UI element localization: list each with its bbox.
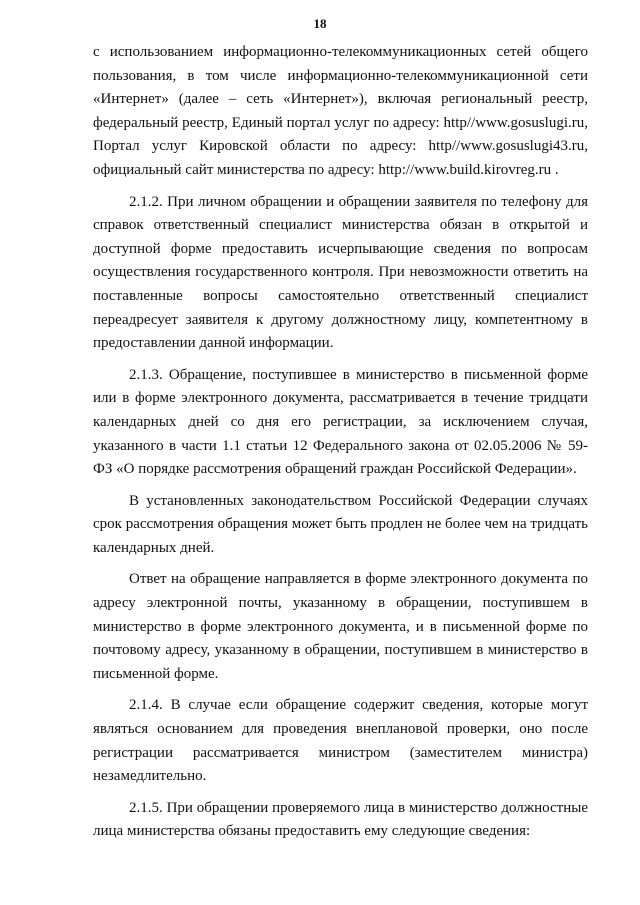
paragraph-2-1-3: 2.1.3. Обращение, поступившее в министерство в письменной форме или в форме электронного документа, рассматривается в течение тридцати календарных дней со дня его регистрации, за исключением случая, указанного в части 1.1 статьи 12 Федерального закона от 02.05.2006 № 59-ФЗ «О порядке рассмотрения обращений граждан Российской Федерации». [93,366,588,478]
paragraph-continuation: с использованием информационно-телекоммуникационных сетей общего пользования, в том числе информационно-телекоммуникационной сети «Интернет» (далее – сеть «Интернет»), включая региональный реестр, федеральный реестр, Единый портал услуг по адресу: http//www.gosuslugi.ru, Портал услуг Кировской области по адресу: http//www.gosuslugi43.ru, официальный сайт министерства по адресу: http://www.build.kirovreg.ru . [93,44,588,178]
paragraph-2-1-4: 2.1.4. В случае если обращение содержит сведения, которые могут являться основанием для проведения внеплановой проверки, оно после регистрации рассматривается министром (заместителем министра) незамедлительно. [93,697,588,785]
page-number: 18 [313,16,327,31]
paragraph-2-1-5: 2.1.5. При обращении проверяемого лица в министерство должностные лица министерства обязаны предоставить ему следующие сведения: [93,799,588,840]
paragraph-extension: В установленных законодательством Российской Федерации случаях срок рассмотрения обращения может быть продлен не более чем на тридцать календарных дней. [93,492,588,556]
paragraph-response: Ответ на обращение направляется в форме электронного документа по адресу электронной почты, указанному в обращении, поступившем в министерство в форме электронного документа, и в письменной форме по почтовому адресу, указанному в обращении, поступившем в министерство в письменной форме. [93,571,588,682]
document-body [93,41,588,844]
paragraph-2-1-2: 2.1.2. При личном обращении и обращении заявителя по телефону для справок ответственный специалист министерства обязан в открытой и доступной форме предоставить исчерпывающие сведения по вопросам осуществления государственного контроля. При невозможности ответить на поставленные вопросы самостоятельно ответственный специалист переадресует заявителя к другому должностному лицу, компетентному в предоставлении данной информации. [93,193,588,352]
